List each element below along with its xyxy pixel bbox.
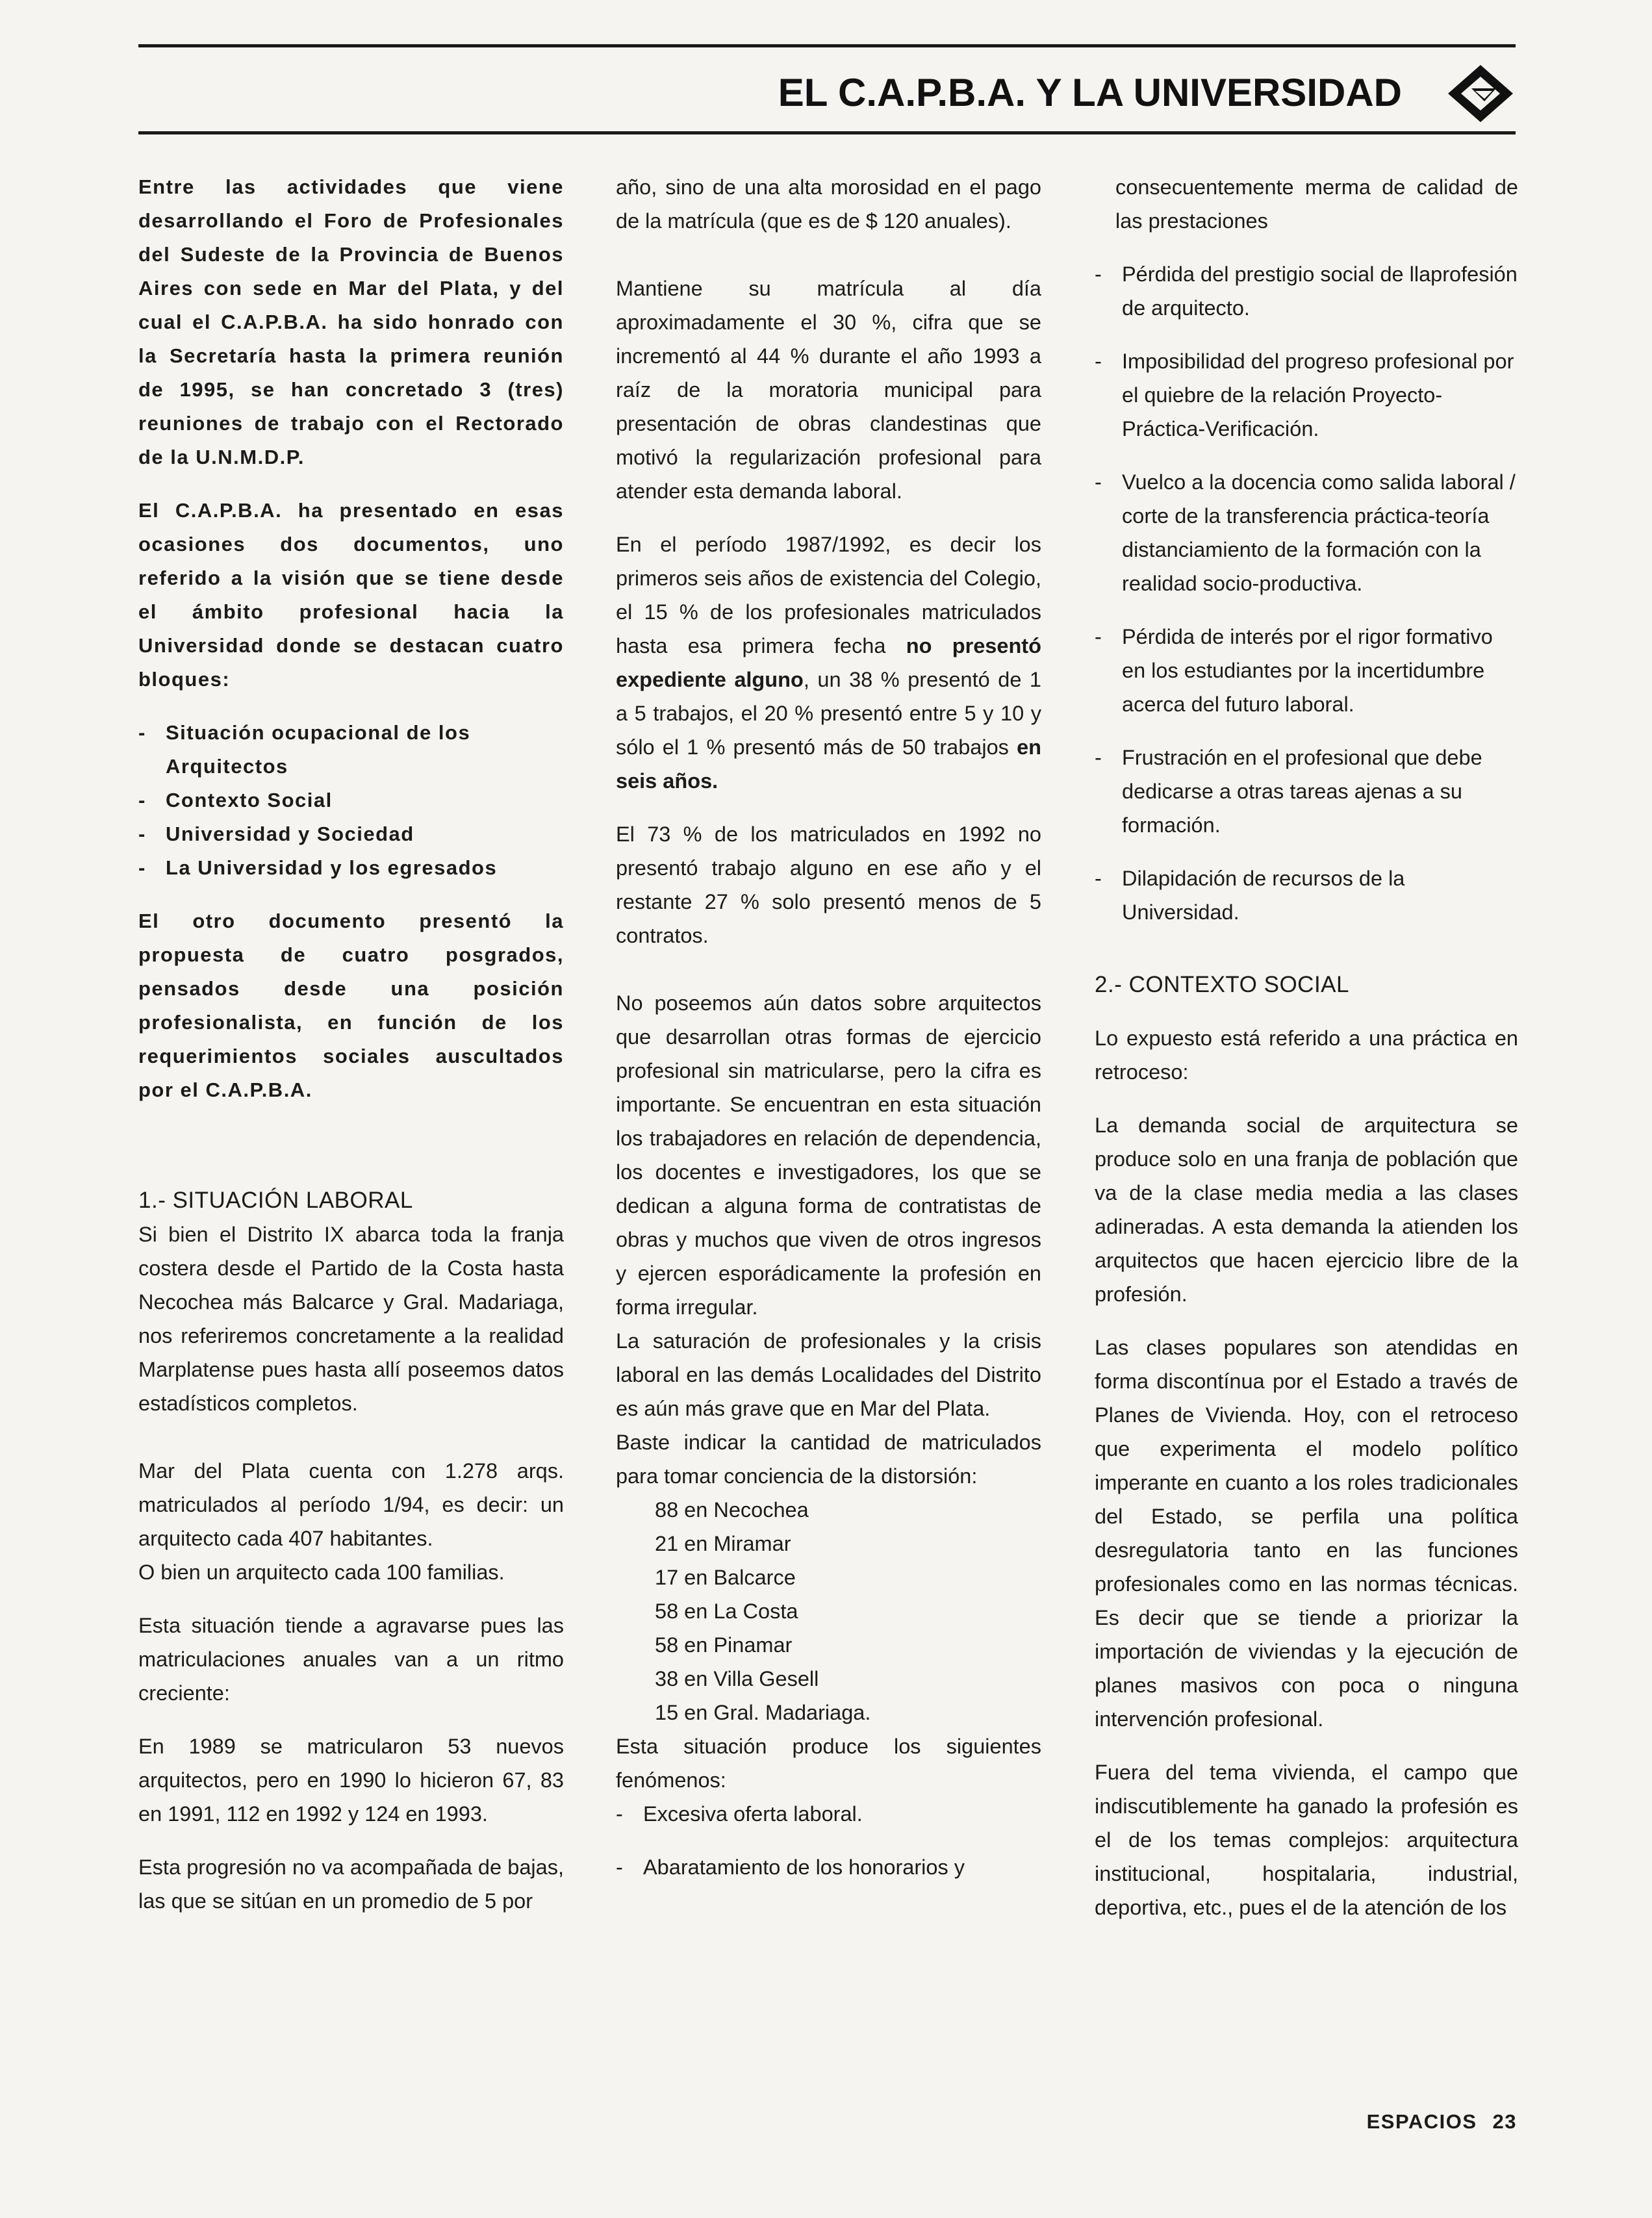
- list-item: - Dilapidación de recursos de la Universidad.: [1095, 861, 1518, 929]
- paragraph: La demanda social de arquitectura se produce solo en una franja de población que va de la clase media media a las clases adineradas. A esta demanda la atienden los arquitectos que hacen ejercicio libre de la profesión.: [1095, 1114, 1518, 1306]
- list-item: - La Universidad y los egresados: [138, 851, 564, 885]
- paragraph: En el período 1987/1992, es decir los primeros seis años de existencia del Colegio, el 15 % de los profesionales matriculados hasta esa primera fecha no presentó expediente alguno, un 38 % presentó de 1 a 5 trabajos, el 20 % presentó entre 5 y 10 y sólo el 1 % presentó más de 50 trabajos en seis años.: [616, 533, 1042, 793]
- column-3: [1095, 170, 1518, 1924]
- column-1: [138, 170, 564, 1918]
- capba-logo-icon: [1445, 62, 1516, 125]
- list-item: 15 en Gral. Madariaga.: [655, 1701, 871, 1724]
- paragraph: El 73 % de los matriculados en 1992 no presentó trabajo alguno en ese año y el restante 27 % solo presentó menos de 5 contratos.: [616, 822, 1041, 947]
- cities-list: [616, 1493, 1041, 1729]
- intro-paragraph: Entre las actividades que viene desarrollando el Foro de Profesionales del Sudeste de la Provincia de Buenos Aires con sede en Mar del Plata, y del cual el C.A.P.B.A. ha sido honrado con la Secretaría hasta la primera reunión de 1995, se han concretado 3 (tres) reuniones de trabajo con el Rectorado de la U.N.M.D.P.: [138, 175, 564, 468]
- section-heading-1: 1.- SITUACIÓN LABORAL: [138, 1188, 413, 1213]
- list-item: - Abaratamiento de los honorarios y: [616, 1850, 1041, 1884]
- paragraph: Mar del Plata cuenta con 1.278 arqs. matriculados al período 1/94, es decir: un arquitecto cada 407 habitantes.: [138, 1459, 564, 1550]
- paragraph: Si bien el Distrito IX abarca toda la franja costera desde el Partido de la Costa hasta Necochea más Balcarce y Gral. Madariaga, nos referiremos concretamente a la realidad Marplatense pues hasta allí poseemos datos estadísticos completos.: [138, 1223, 564, 1415]
- list-item: 21 en Miramar: [655, 1532, 791, 1555]
- paragraph: Lo expuesto está referido a una práctica en retroceso:: [1095, 1026, 1518, 1084]
- list-item: - Situación ocupacional de los Arquitectos: [138, 716, 564, 784]
- header-rule-top: [138, 44, 1516, 47]
- header-rule-bottom: [138, 131, 1516, 134]
- list-item: 17 en Balcarce: [655, 1566, 796, 1589]
- paragraph: consecuentemente merma de calidad de las prestaciones: [1115, 175, 1518, 233]
- page-number: 23: [1492, 2110, 1517, 2133]
- magazine-name: ESPACIOS: [1366, 2110, 1477, 2133]
- effects-list: [1095, 257, 1518, 929]
- list-item: - Pérdida de interés por el rigor formativo en los estudiantes por la incertidumbre acerca del futuro laboral.: [1095, 620, 1518, 721]
- list-item: - Pérdida del prestigio social de llaprofesión de arquitecto.: [1095, 257, 1518, 325]
- paragraph: Mantiene su matrícula al día aproximadamente el 30 %, cifra que se incrementó al 44 % durante el año 1993 a raíz de la moratoria municipal para presentación de obras clandestinas que motivó la regularización profesional para atender esta demanda laboral.: [616, 277, 1041, 503]
- page-title: EL C.A.P.B.A. Y LA UNIVERSIDAD: [778, 71, 1402, 114]
- paragraph: Esta progresión no va acompañada de bajas, las que se sitúan en un promedio de 5 por: [138, 1855, 564, 1913]
- paragraph: O bien un arquitecto cada 100 familias.: [138, 1561, 505, 1584]
- paragraph: En 1989 se matricularon 53 nuevos arquitectos, pero en 1990 lo hicieron 67, 83 en 1991, 112 en 1992 y 124 en 1993.: [138, 1735, 564, 1826]
- paragraph: Esta situación tiende a agravarse pues las matriculaciones anuales van a un ritmo creciente:: [138, 1614, 564, 1705]
- list-item: - Imposibilidad del progreso profesional por el quiebre de la relación Proyecto-Práctica-Verificación.: [1095, 344, 1518, 446]
- section-heading-2: 2.- CONTEXTO SOCIAL: [1095, 972, 1349, 997]
- posgrados-paragraph: El otro documento presentó la propuesta de cuatro posgrados, pensados desde una posición profesionalista, en función de los requerimientos sociales auscultados por el C.A.P.B.A.: [138, 910, 564, 1101]
- paragraph: No poseemos aún datos sobre arquitectos que desarrollan otras formas de ejercicio profesional sin matricularse, pero la cifra es importante. Se encuentran en esta situación los trabajadores en relación de dependencia, los docentes e investigadores, los que se dedican a alguna forma de contratistas de obras y muchos que viven de otros ingresos y ejercen esporádicamente la profesión en forma irregular.: [616, 991, 1041, 1319]
- paragraph: Esta situación produce los siguientes fenómenos:: [616, 1735, 1041, 1792]
- paragraph: Fuera del tema vivienda, el campo que indiscutiblemente ha ganado la profesión es el de los temas complejos: arquitectura institucional, hospitalaria, industrial, deportiva, etc., pues el de la atención de los: [1095, 1761, 1518, 1919]
- paragraph: año, sino de una alta morosidad en el pago de la matrícula (que es de $ 120 anuales).: [616, 175, 1041, 233]
- list-item: - Vuelco a la docencia como salida laboral / corte de la transferencia práctica-teoría distanciamiento de la formación con la realidad socio-productiva.: [1095, 465, 1518, 600]
- column-2: [616, 170, 1041, 1904]
- list-item: 58 en La Costa: [655, 1600, 798, 1623]
- list-item: - Contexto Social: [138, 784, 564, 817]
- paragraph: Baste indicar la cantidad de matriculados para tomar conciencia de la distorsión:: [616, 1431, 1041, 1488]
- page-footer: [1367, 2110, 1517, 2134]
- paragraph: Las clases populares son atendidas en forma discontínua por el Estado a través de Planes de Vivienda. Hoy, con el retroceso que experimenta el modelo político imperante en cuanto a los roles tradicionales del Estado, se perfila una política desregulatoria tanto en las funciones profesionales como en las normas técnicas. Es decir que se tiende a priorizar la importación de viviendas y la ejecución de planes masivos con poca o ninguna intervención profesional.: [1095, 1336, 1518, 1731]
- phenomena-list: [616, 1797, 1041, 1884]
- list-item: - Frustración en el profesional que debe dedicarse a otras tareas ajenas a su formación.: [1095, 741, 1518, 842]
- list-item: - Excesiva oferta laboral.: [616, 1797, 1041, 1831]
- list-item: 58 en Pinamar: [655, 1633, 793, 1657]
- blocks-list: [138, 716, 564, 885]
- documents-paragraph: El C.A.P.B.A. ha presentado en esas ocasiones dos documentos, uno referido a la visión que se tiene desde el ámbito profesional hacia la Universidad donde se destacan cuatro bloques:: [138, 499, 564, 691]
- list-item: 88 en Necochea: [655, 1498, 809, 1522]
- paragraph: La saturación de profesionales y la crisis laboral en las demás Localidades del Distrito es aún más grave que en Mar del Plata.: [616, 1329, 1041, 1420]
- list-item: 38 en Villa Gesell: [655, 1667, 819, 1690]
- list-item: - Universidad y Sociedad: [138, 817, 564, 851]
